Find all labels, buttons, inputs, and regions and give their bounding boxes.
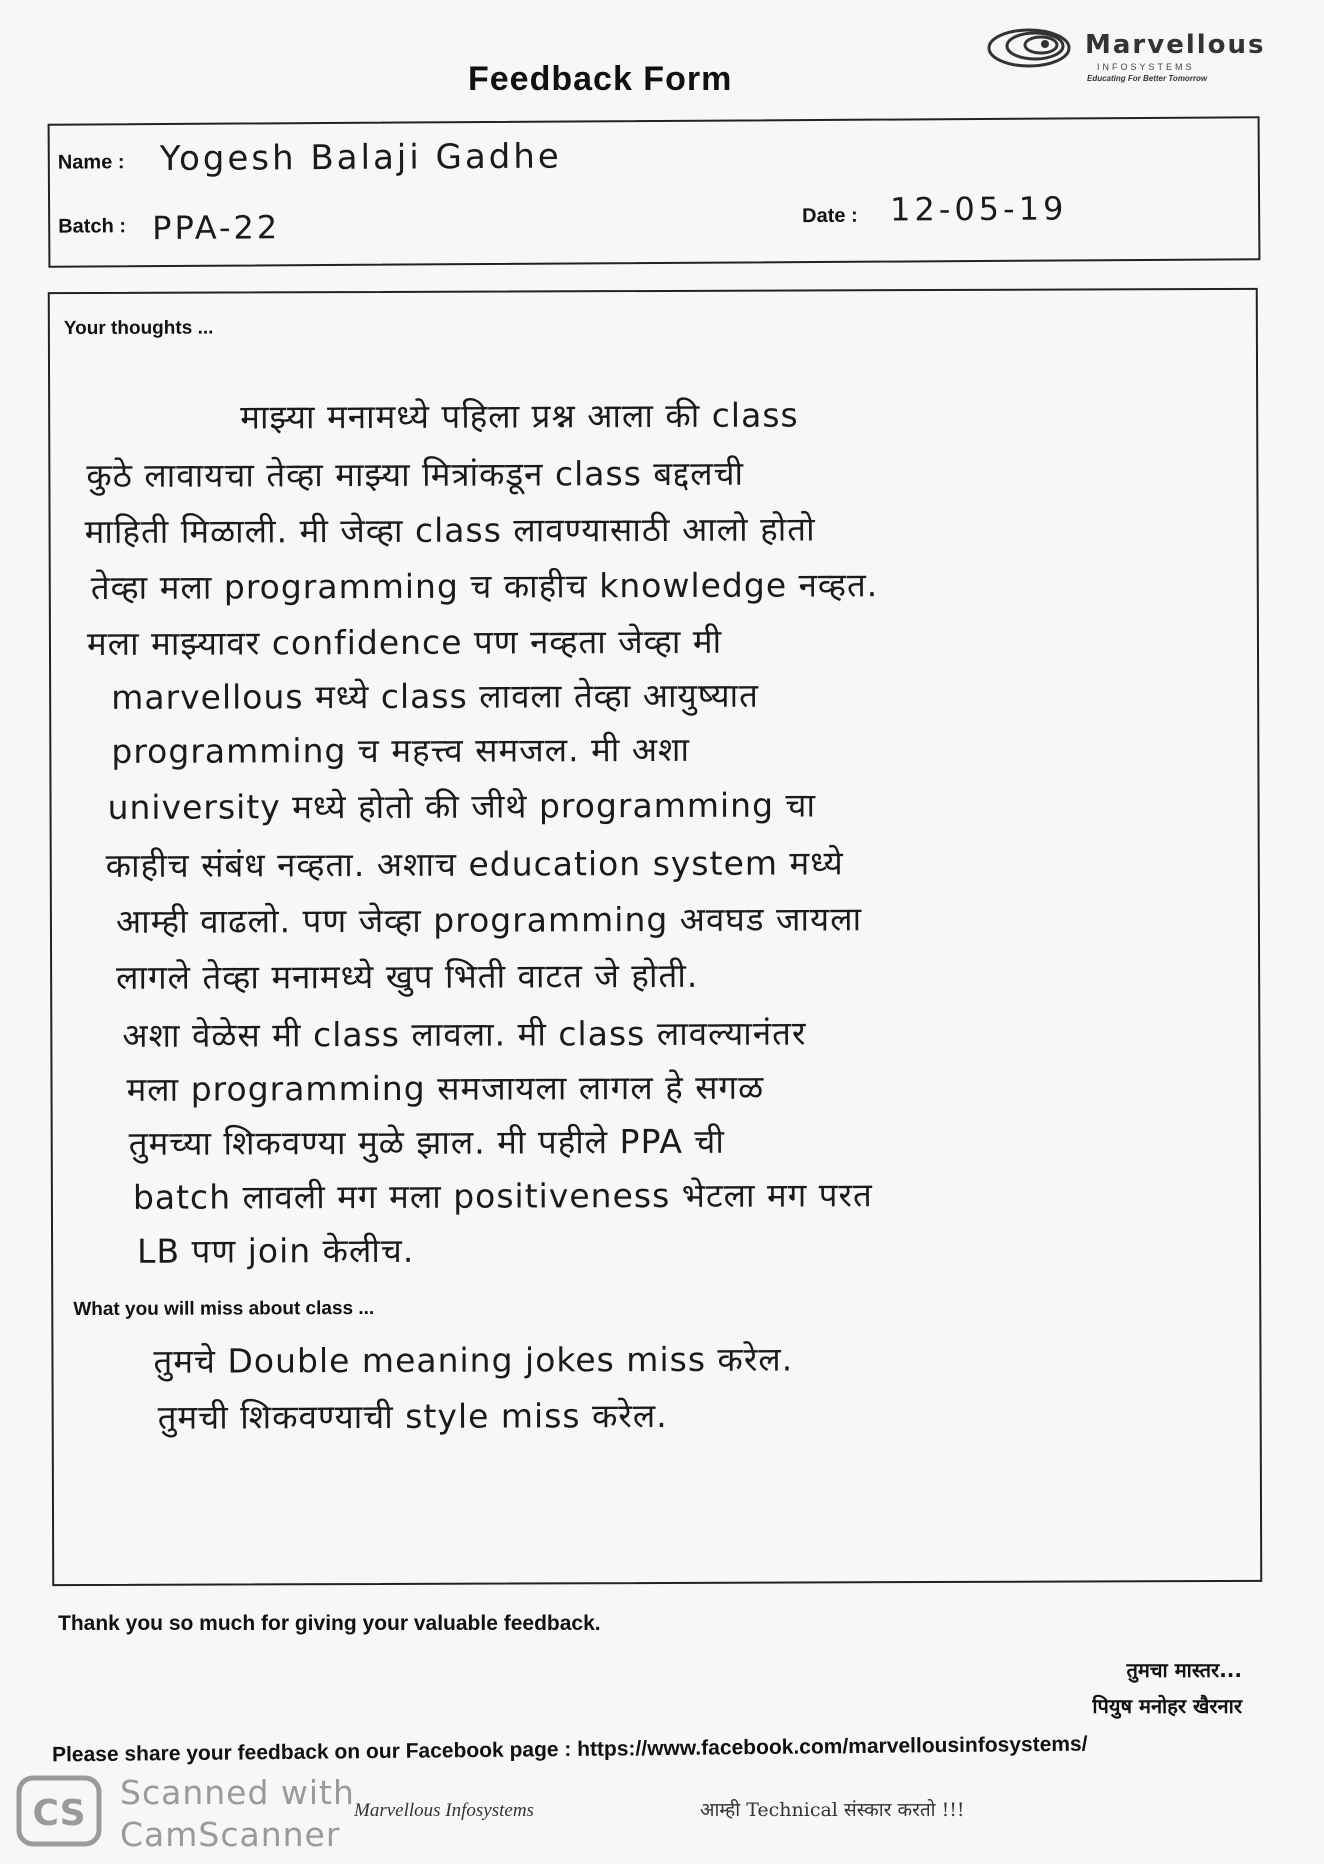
camscanner-badge-text: CS: [32, 1793, 86, 1834]
thought-line: माझ्या मनामध्ये पहिला प्रश्न आला की class: [240, 395, 799, 437]
thanks-text: Thank you so much for giving your valuable feedback.: [58, 1612, 601, 1635]
footer-company: Marvellous Infosystems: [354, 1800, 534, 1821]
thought-line: माहिती मिळाली. मी जेव्हा class लावण्यासाठी आलो होतो: [84, 509, 816, 551]
camscanner-line-1: Scanned with: [120, 1773, 355, 1812]
thought-line: LB पण join केलीच.: [137, 1230, 415, 1271]
thoughts-label: Your thoughts ...: [63, 317, 214, 340]
thought-line: आम्ही वाढलो. पण जेव्हा programming अवघड जायला: [115, 899, 863, 941]
info-box: [48, 116, 1261, 267]
camscanner-line-2: CamScanner: [120, 1815, 341, 1854]
signature-line-2: पियुष मनोहर खैरनार: [1092, 1694, 1242, 1718]
thought-line: तुमच्या शिकवण्या मुळे झाल. मी पहीले PPA ची: [128, 1121, 725, 1163]
camscanner-watermark: [120, 1772, 355, 1856]
company-logo: [985, 22, 1295, 82]
logo-name: Marvellous: [1085, 30, 1266, 60]
thought-line: marvellous मध्ये class लावला तेव्हा आयुष्यात: [111, 675, 759, 717]
footer-tagline: आम्ही Technical संस्कार करतो !!!: [700, 1799, 965, 1821]
logo-tagline: Educating For Better Tomorrow: [1087, 74, 1208, 83]
name-value: Yogesh Balaji Gadhe: [159, 136, 562, 180]
form-title: Feedback Form: [468, 60, 733, 98]
thoughts-box: [48, 288, 1263, 1586]
thought-line: programming च महत्त्व समजल. मी अशा: [111, 729, 691, 771]
thought-line: तेव्हा मला programming च काहीच knowledge नव्हत.: [90, 565, 879, 607]
batch-label: Batch :: [58, 215, 127, 238]
batch-value: PPA-22: [152, 208, 281, 248]
camscanner-logo-icon: [16, 1775, 102, 1847]
thought-line: batch लावली मग मला positiveness भेटला मग परत: [132, 1175, 873, 1217]
date-value: 12-05-19: [889, 189, 1068, 229]
thought-line: अशा वेळेस मी class लावला. मी class लावल्यानंतर: [122, 1013, 807, 1055]
miss-line: तुमचे Double meaning jokes miss करेल.: [153, 1339, 794, 1381]
date-label: Date :: [802, 204, 858, 228]
thought-line: मला माझ्यावर confidence पण नव्हता जेव्हा मी: [86, 621, 723, 663]
thought-line: university मध्ये होतो की जीथे programming चा: [107, 785, 817, 827]
facebook-share-text: Please share your feedback on our Facebook page : https://www.facebook.com/marvellousinfosystems/: [51, 1732, 1088, 1767]
name-label: Name :: [57, 151, 125, 174]
logo-subtitle: INFOSYSTEMS: [1097, 62, 1195, 72]
logo-swirl-icon: [985, 22, 1085, 72]
signature-line-1: तुमचा मास्तर...: [1126, 1658, 1242, 1682]
miss-label: What you will miss about class ...: [73, 1297, 375, 1321]
thought-line: लागले तेव्हा मनामध्ये खुप भिती वाटत जे होती.: [116, 955, 699, 997]
thought-line: मला programming समजायला लागल हे सगळ: [126, 1067, 765, 1109]
miss-line: तुमची शिकवण्याची style miss करेल.: [157, 1395, 668, 1437]
thought-line: काहीच संबंध नव्हता. अशाच education system मध्ये: [105, 843, 844, 885]
thought-line: कुठे लावायचा तेव्हा माझ्या मित्रांकडून class बद्दलची: [86, 453, 745, 495]
